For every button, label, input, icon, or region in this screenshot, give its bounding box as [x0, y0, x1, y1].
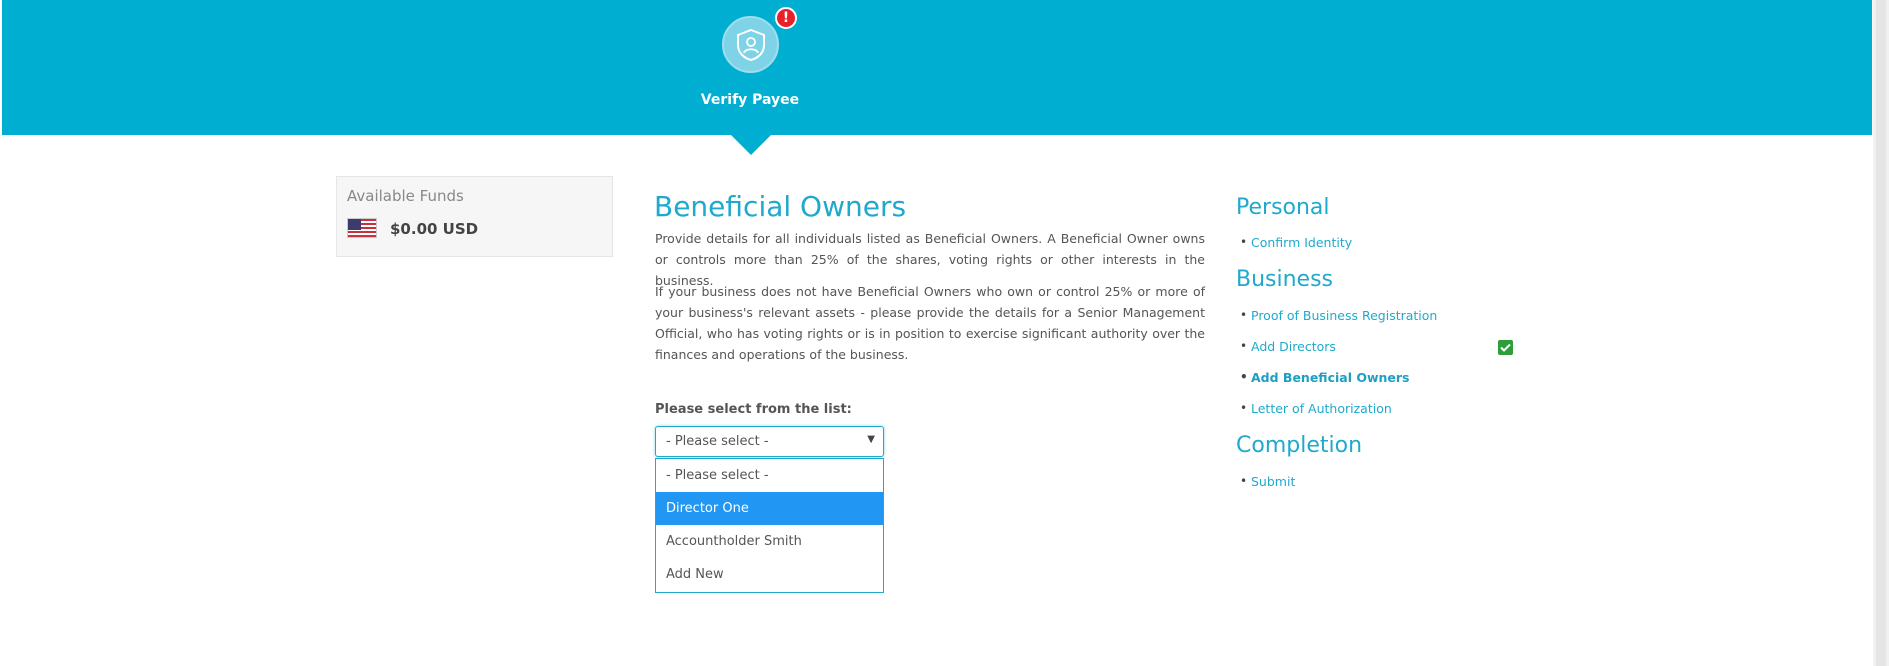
- select-dropdown-list: [655, 458, 884, 593]
- nav-item-add-beneficial-owners[interactable]: [1240, 370, 1410, 385]
- select-current-value: - Please select -: [666, 434, 769, 449]
- nav-item-label: Confirm Identity: [1251, 235, 1353, 250]
- bullet: •: [1240, 235, 1248, 249]
- nav-item-label: Letter of Authorization: [1251, 401, 1392, 416]
- nav-item-label: Add Directors: [1251, 339, 1336, 354]
- funds-amount: $0.00 USD: [390, 220, 479, 238]
- bullet: •: [1240, 339, 1248, 353]
- description-paragraph: Provide details for all individuals listed as Beneficial Owners. A Beneficial Owner owns or controls more than 25% of the shares, voting rights or other interests in the business.: [655, 231, 1205, 288]
- nav-heading-business: Business: [1236, 267, 1334, 292]
- nav-item-submit[interactable]: [1240, 474, 1296, 489]
- nav-item-add-directors[interactable]: [1240, 339, 1336, 354]
- nav-heading-completion: Completion: [1236, 433, 1363, 458]
- nav-item-confirm-identity[interactable]: [1240, 235, 1353, 250]
- nav-item-label: Submit: [1251, 474, 1296, 489]
- bullet: •: [1240, 474, 1248, 488]
- dropdown-option-director-one[interactable]: Director One: [656, 492, 883, 525]
- chevron-down-icon: ▼: [867, 434, 875, 445]
- bullet: •: [1240, 308, 1248, 322]
- page-title: Beneficial Owners: [654, 190, 907, 223]
- verify-payee-step[interactable]: [722, 16, 779, 73]
- nav-item-proof-registration[interactable]: [1240, 308, 1438, 323]
- dropdown-option-add-new[interactable]: Add New: [666, 567, 724, 582]
- shield-user-icon: [735, 28, 767, 62]
- nav-item-label: Proof of Business Registration: [1251, 308, 1438, 323]
- available-funds-panel: [336, 176, 613, 257]
- scrollbar-thumb[interactable]: [1876, 0, 1886, 666]
- instruction-paragraph: If your business does not have Beneficial Owners who own or control 25% or more of your business's relevant assets - please provide the details for a Senior Management Official, who has voting rights or is in position to exercise significant authority over the finances and operations of the business.: [655, 284, 1205, 362]
- select-label: Please select from the list:: [655, 402, 852, 417]
- banner-pointer: [731, 135, 771, 155]
- nav-item-letter-authorization[interactable]: [1240, 401, 1392, 416]
- nav-heading-personal: Personal: [1236, 195, 1330, 220]
- header-banner: [2, 0, 1872, 135]
- step-label: Verify Payee: [700, 92, 800, 108]
- dropdown-option-please-select[interactable]: - Please select -: [666, 468, 769, 483]
- nav-item-label: Add Beneficial Owners: [1251, 370, 1410, 385]
- funds-title: Available Funds: [347, 187, 464, 205]
- beneficial-owner-select[interactable]: [655, 426, 884, 457]
- bullet: •: [1240, 370, 1248, 384]
- checkmark-icon: [1498, 340, 1513, 355]
- dropdown-option-accountholder-smith[interactable]: Accountholder Smith: [666, 534, 802, 549]
- bullet: •: [1240, 401, 1248, 415]
- alert-icon: !: [775, 7, 797, 29]
- us-flag-icon: [347, 218, 377, 238]
